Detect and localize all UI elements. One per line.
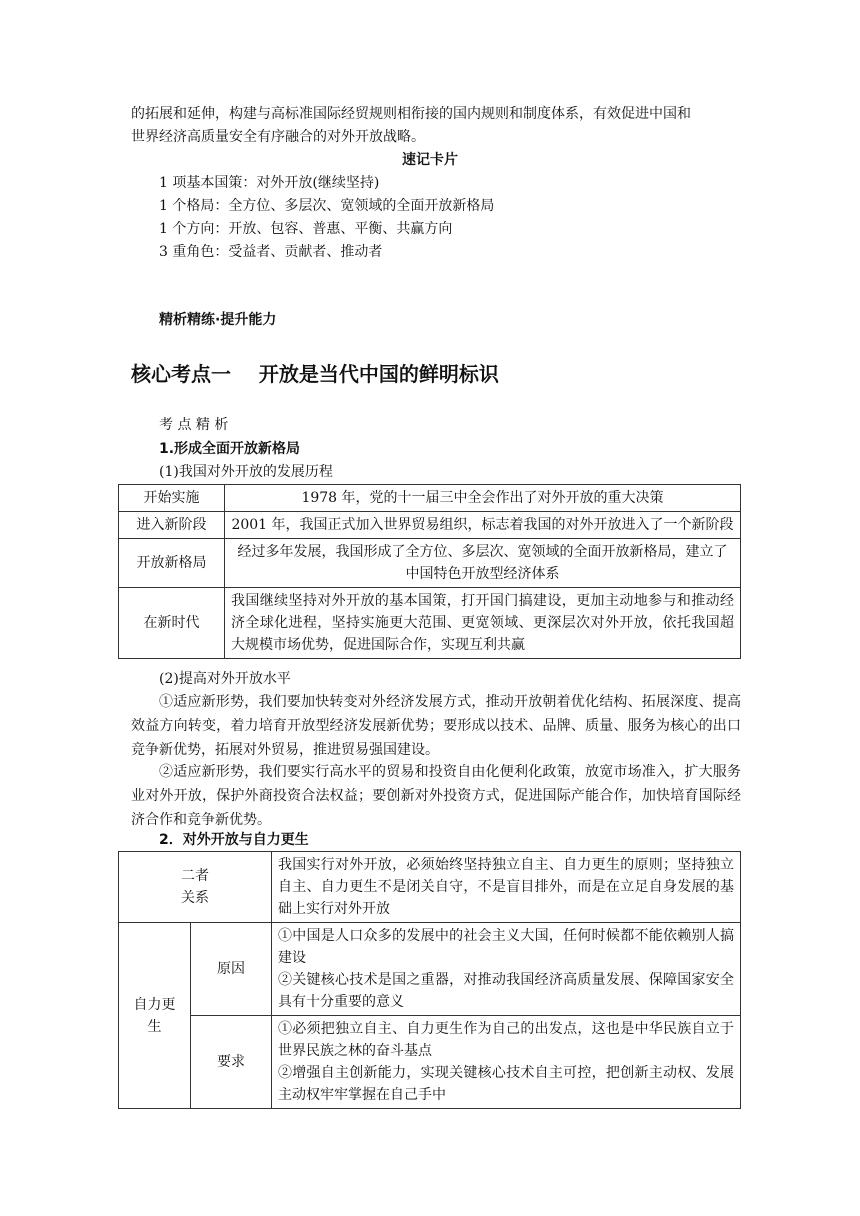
card-title: 速记卡片 [402, 152, 458, 168]
reason-content [272, 923, 741, 1016]
point1-subtitle-1: (1)我国对外开放的发展历程 [159, 464, 333, 480]
history-table [118, 484, 741, 659]
table-row [119, 485, 741, 512]
section-label: 精析精练·提升能力 [159, 312, 277, 328]
intro-line-1: 的拓展和延伸，构建与高标准国际经贸规则相衔接的国内规则和制度体系，有效促进中国和 [131, 106, 691, 122]
reason-item: ②关键核心技术是国之重器，对推动我国经济高质量发展、保障国家安全具有十分重要的意义 [278, 972, 734, 1010]
require-label: 要求 [191, 1016, 272, 1109]
intro-line-2: 世界经济高质量安全有序融合的对外开放战略。 [131, 129, 425, 145]
require-item: ②增强自主创新能力，实现关键核心技术自主可控，把创新主动权、发展主动权牢牢掌握在自己手中 [278, 1065, 734, 1103]
table-row [119, 1016, 741, 1109]
table-cell-content: 经过多年发展，我国形成了全方位、多层次、宽领域的全面开放新格局，建立了中国特色开放型经济体系 [225, 539, 741, 588]
self-reliance-table [118, 851, 741, 1109]
table-cell-label: 开始实施 [119, 485, 225, 512]
page-heading: 核心考点一 开放是当代中国的鲜明标识 [131, 362, 499, 386]
table-row [119, 588, 741, 659]
table-cell-content: 我国继续坚持对外开放的基本国策，打开国门搞建设，更加主动地参与和推动经济全球化进程，坚持实施更大范围、更宽领域、更深层次对外开放，依托我国超大规模市场优势，促进国际合作，实现互利共赢 [225, 588, 741, 659]
point1-title: 1.形成全面开放新格局 [159, 441, 301, 457]
table-cell-content: 2001 年，我国正式加入世界贸易组织，标志着我国的对外开放进入了一个新阶段 [225, 512, 741, 539]
card-item: 1 项基本国策：对外开放(继续坚持) [159, 175, 380, 191]
reason-item: ①中国是人口众多的发展中的社会主义大国，任何时候都不能依赖别人搞建设 [278, 928, 734, 966]
table-row [119, 512, 741, 539]
point1-subtitle-2: (2)提高对外开放水平 [159, 671, 291, 687]
point1-paragraph-2: ②适应新形势，我们要实行高水平的贸易和投资自由化便利化政策，放宽市场准入，扩大服务业对外开放，保护外商投资合法权益；要创新对外投资方式，促进国际产能合作，加快培育国际经济合作和竞争新优势。 [131, 764, 741, 828]
analysis-label: 考 点 精 析 [159, 417, 229, 433]
point2-title: 2．对外开放与自力更生 [159, 832, 309, 848]
table-cell-label: 在新时代 [119, 588, 225, 659]
point1-paragraph-1: ①适应新形势，我们要加快转变对外经济发展方式，推动开放朝着优化结构、拓展深度、提高效益方向转变，着力培育开放型经济发展新优势；要形成以技术、品牌、质量、服务为核心的出口竞争新优势，拓展对外贸易，推进贸易强国建设。 [131, 694, 741, 758]
relation-label: 二者 关系 [119, 852, 272, 923]
table-row [119, 852, 741, 923]
card-item: 1 个方向：开放、包容、普惠、平衡、共赢方向 [159, 221, 453, 237]
card-item: 3 重角色：受益者、贡献者、推动者 [159, 244, 383, 260]
relation-content: 我国实行对外开放，必须始终坚持独立自主、自力更生的原则；坚持独立自主、自力更生不是闭关自守，不是盲目排外，而是在立足自身发展的基础上实行对外开放 [272, 852, 741, 923]
reason-label: 原因 [191, 923, 272, 1016]
table-cell-label: 开放新格局 [119, 539, 225, 588]
table-row [119, 923, 741, 1016]
require-item: ①必须把独立自主、自力更生作为自己的出发点，这也是中华民族自立于世界民族之林的奋斗基点 [278, 1021, 734, 1059]
table-cell-label: 进入新阶段 [119, 512, 225, 539]
table-cell-content: 1978 年，党的十一届三中全会作出了对外开放的重大决策 [225, 485, 741, 512]
table-row [119, 539, 741, 588]
self-reliance-label: 自力更 生 [119, 923, 191, 1109]
require-content [272, 1016, 741, 1109]
card-item: 1 个格局：全方位、多层次、宽领域的全面开放新格局 [159, 198, 495, 214]
